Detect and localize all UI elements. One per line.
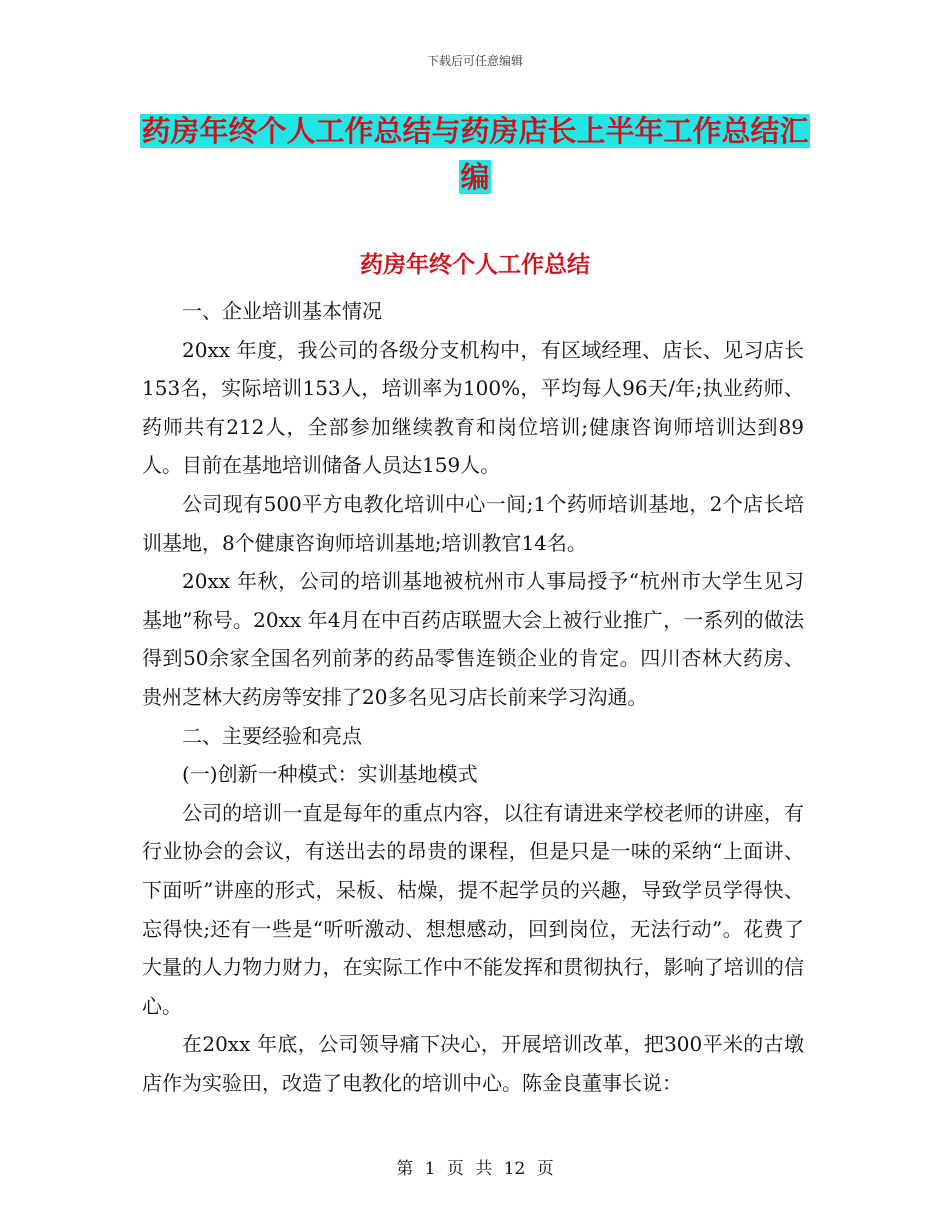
header-note: 下载后可任意编辑: [426, 54, 523, 68]
heading-main-experience: 二、主要经验和亮点: [182, 723, 362, 748]
paragraph: 在20xx 年底，公司领导痛下决心，开展培训改革，把300平米的古墩店作为实验田，改造了电教化的培训中心。陈金良董事长说：: [142, 1032, 804, 1095]
page-footer: 第 1 页 共 12 页: [396, 1159, 554, 1179]
subheading-training-model: (一)创新一种模式：实训基地模式: [182, 762, 478, 787]
paragraph: 20xx 年度，我公司的各级分支机构中，有区域经理、店长、见习店长153名，实际培训153人，培训率为100%，平均每人96天/年;执业药师、药师共有212人，全部参加继续教育和岗位培训;健康咨询师培训达到89人。目前在基地培训储备人员达159人。: [142, 337, 804, 478]
document-title-line-1: 药房年终个人工作总结与药房店长上半年工作总结汇: [141, 114, 809, 148]
heading-training-overview: 一、企业培训基本情况: [182, 299, 382, 323]
paragraph: 公司现有500平方电教化培训中心一间;1个药师培训基地，2个店长培训基地，8个健康咨询师培训基地;培训教官14名。: [142, 491, 804, 555]
document-body: [142, 292, 804, 1102]
paragraph: 公司的培训一直是每年的重点内容，以往有请进来学校老师的讲座，有行业协会的会议，有送出去的昂贵的课程，但是只是一味的采纳“上面讲、下面听”讲座的形式，呆板、枯燥，提不起学员的兴趣，导致学员学得快、忘得快;还有一些是“听听激动、想想感动，回到岗位，无法行动”。花费了大量的人力物力财力，在实际工作中不能发挥和贯彻执行，影响了培训的信心。: [142, 800, 804, 1018]
document-title: [140, 108, 810, 200]
document-title-line-2: 编: [460, 160, 490, 194]
section-title: 药房年终个人工作总结: [360, 252, 590, 278]
paragraph: 20xx 年秋，公司的培训基地被杭州市人事局授予“杭州市大学生见习基地”称号。20xx 年4月在中百药店联盟大会上被行业推广，一系列的做法得到50余家全国名列前茅的药品零售连锁企业的肯定。四川杏林大药房、贵州芝林大药房等安排了20多名见习店长前来学习沟通。: [142, 569, 804, 709]
